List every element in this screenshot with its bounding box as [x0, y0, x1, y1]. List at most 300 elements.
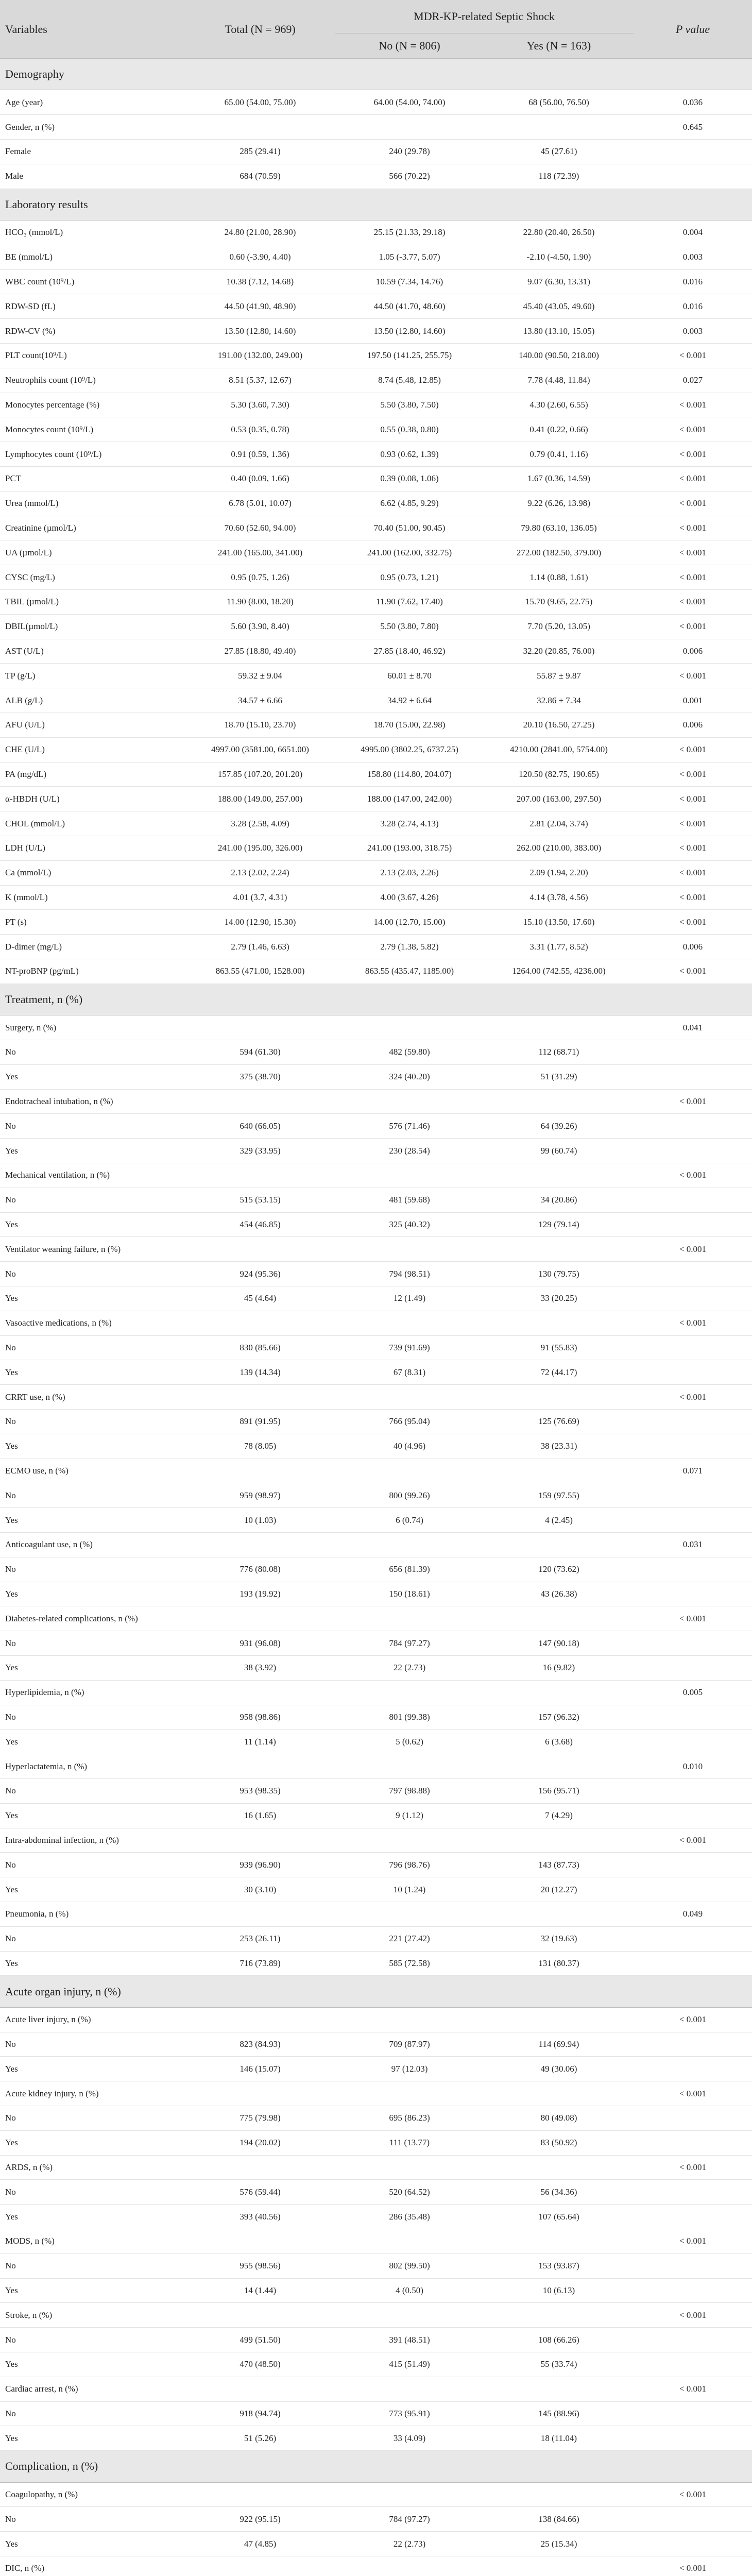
table-row: [0, 2352, 752, 2377]
cell-yes: 22.80 (20.40, 26.50): [484, 221, 634, 245]
cell-total: 18.70 (15.10, 23.70): [185, 713, 335, 738]
table-row: [0, 1926, 752, 1951]
cell-yes: 1264.00 (742.55, 4236.00): [484, 959, 634, 984]
header-yes: Yes (N = 163): [484, 33, 634, 59]
cell-yes: 207.00 (163.00, 297.50): [484, 787, 634, 811]
cell-no: 188.00 (147.00, 242.00): [335, 787, 484, 811]
cell-no: [335, 2155, 484, 2180]
table-row: [0, 1434, 752, 1459]
cell-p-value: [634, 2130, 752, 2155]
cell-total: 59.32 ± 9.04: [185, 664, 335, 688]
cell-no: 1.05 (-3.77, 5.07): [335, 245, 484, 269]
subgroup-row: [0, 2007, 752, 2032]
row-label: No: [0, 1853, 185, 1877]
table-row: [0, 368, 752, 393]
cell-no: 40 (4.96): [335, 1434, 484, 1459]
cell-total: 34.57 ± 6.66: [185, 688, 335, 713]
subgroup-row: [0, 2377, 752, 2401]
table-row: [0, 1655, 752, 1680]
subgroup-row: [0, 1532, 752, 1557]
table-row: [0, 935, 752, 959]
cell-p-value: < 0.001: [634, 811, 752, 836]
cell-yes: 2.81 (2.04, 3.74): [484, 811, 634, 836]
cell-no: [335, 1163, 484, 1188]
cell-yes: [484, 2303, 634, 2328]
cell-yes: 64 (39.26): [484, 1114, 634, 1139]
cell-no: 739 (91.69): [335, 1335, 484, 1360]
cell-p-value: < 0.001: [634, 860, 752, 885]
cell-p-value: [634, 1877, 752, 1902]
table-row: [0, 639, 752, 664]
cell-yes: 4 (2.45): [484, 1508, 634, 1533]
cell-no: [335, 2482, 484, 2507]
cell-p-value: < 0.001: [634, 491, 752, 516]
cell-total: 393 (40.56): [185, 2205, 335, 2229]
table-row: [0, 90, 752, 115]
cell-p-value: < 0.001: [634, 393, 752, 417]
cell-yes: [484, 1828, 634, 1853]
cell-yes: [484, 2081, 634, 2106]
cell-total: 515 (53.15): [185, 1188, 335, 1212]
cell-no: 797 (98.88): [335, 1778, 484, 1803]
header-variables: Variables: [0, 0, 185, 59]
cell-total: 188.00 (149.00, 257.00): [185, 787, 335, 811]
cell-p-value: [634, 1434, 752, 1459]
section-title: Laboratory results: [0, 189, 752, 220]
cell-total: 70.60 (52.60, 94.00): [185, 516, 335, 540]
row-label: α-HBDH (U/L): [0, 787, 185, 811]
cell-p-value: < 0.001: [634, 836, 752, 861]
table-row: [0, 737, 752, 762]
cell-yes: 118 (72.39): [484, 164, 634, 189]
row-label: Hyperlipidemia, n (%): [0, 1680, 185, 1705]
cell-p-value: [634, 2328, 752, 2352]
cell-no: 695 (86.23): [335, 2106, 484, 2130]
cell-p-value: 0.005: [634, 1680, 752, 1705]
cell-total: 5.60 (3.90, 8.40): [185, 614, 335, 639]
cell-yes: 79.80 (63.10, 136.05): [484, 516, 634, 540]
cell-p-value: < 0.001: [634, 344, 752, 368]
subgroup-row: [0, 1828, 752, 1853]
subgroup-row: [0, 1311, 752, 1335]
cell-yes: 262.00 (210.00, 383.00): [484, 836, 634, 861]
cell-yes: 43 (26.38): [484, 1582, 634, 1606]
cell-no: [335, 1459, 484, 1483]
row-label: Yes: [0, 1139, 185, 1163]
cell-total: [185, 2482, 335, 2507]
row-label: No: [0, 2401, 185, 2426]
cell-p-value: [634, 1360, 752, 1385]
cell-total: 11 (1.14): [185, 1730, 335, 1754]
table-row: [0, 762, 752, 787]
cell-p-value: [634, 2180, 752, 2205]
cell-p-value: < 0.001: [634, 1237, 752, 1262]
table-row: [0, 442, 752, 467]
row-label: Urea (mmol/L): [0, 491, 185, 516]
row-label: Yes: [0, 2205, 185, 2229]
row-label: Yes: [0, 2130, 185, 2155]
cell-p-value: < 0.001: [634, 2155, 752, 2180]
cell-total: 684 (70.59): [185, 164, 335, 189]
cell-yes: 9.22 (6.26, 13.98): [484, 491, 634, 516]
cell-no: 800 (99.26): [335, 1483, 484, 1508]
row-label: Yes: [0, 2057, 185, 2081]
cell-yes: 15.10 (13.50, 17.60): [484, 910, 634, 935]
cell-no: 773 (95.91): [335, 2401, 484, 2426]
subgroup-row: [0, 2081, 752, 2106]
cell-p-value: 0.006: [634, 639, 752, 664]
cell-no: [335, 1680, 484, 1705]
row-label: DIC, n (%): [0, 2556, 185, 2576]
row-label: Neutrophils count (10⁹/L): [0, 368, 185, 393]
row-label: No: [0, 1410, 185, 1434]
section-header: [0, 59, 752, 90]
cell-no: 286 (35.48): [335, 2205, 484, 2229]
cell-p-value: [634, 1262, 752, 1286]
row-label: Vasoactive medications, n (%): [0, 1311, 185, 1335]
cell-no: [335, 2007, 484, 2032]
cell-yes: 99 (60.74): [484, 1139, 634, 1163]
cell-p-value: < 0.001: [634, 2007, 752, 2032]
cell-no: [335, 2229, 484, 2253]
cell-yes: 45 (27.61): [484, 140, 634, 164]
row-label: Diabetes-related complications, n (%): [0, 1606, 185, 1631]
row-label: No: [0, 2253, 185, 2278]
row-label: Stroke, n (%): [0, 2303, 185, 2328]
row-label: Gender, n (%): [0, 115, 185, 140]
cell-no: 6 (0.74): [335, 1508, 484, 1533]
row-label: Yes: [0, 2532, 185, 2556]
table-row: [0, 2532, 752, 2556]
subgroup-row: [0, 1902, 752, 1926]
cell-p-value: 0.006: [634, 713, 752, 738]
cell-total: 4997.00 (3581.00, 6651.00): [185, 737, 335, 762]
cell-no: 794 (98.51): [335, 1262, 484, 1286]
cell-total: 5.30 (3.60, 7.30): [185, 393, 335, 417]
table-row: [0, 565, 752, 590]
cell-total: 329 (33.95): [185, 1139, 335, 1163]
row-label: D-dimer (mg/L): [0, 935, 185, 959]
cell-p-value: 0.010: [634, 1754, 752, 1779]
cell-total: [185, 1385, 335, 1410]
cell-no: 802 (99.50): [335, 2253, 484, 2278]
subgroup-row: [0, 1606, 752, 1631]
table-row: [0, 713, 752, 738]
table-row: [0, 417, 752, 442]
cell-yes: [484, 2377, 634, 2401]
row-label: Yes: [0, 1582, 185, 1606]
cell-yes: 10 (6.13): [484, 2278, 634, 2303]
cell-p-value: [634, 1951, 752, 1976]
cell-no: 111 (13.77): [335, 2130, 484, 2155]
cell-p-value: < 0.001: [634, 417, 752, 442]
table-row: [0, 491, 752, 516]
table-row: [0, 1582, 752, 1606]
cell-p-value: < 0.001: [634, 762, 752, 787]
cell-total: [185, 1459, 335, 1483]
cell-yes: [484, 1532, 634, 1557]
row-label: Lymphocytes count (10⁹/L): [0, 442, 185, 467]
cell-total: [185, 1606, 335, 1631]
table-row: [0, 1286, 752, 1311]
table-row: [0, 164, 752, 189]
cell-no: 230 (28.54): [335, 1139, 484, 1163]
cell-total: 45 (4.64): [185, 1286, 335, 1311]
cell-no: 415 (51.49): [335, 2352, 484, 2377]
table-row: [0, 1188, 752, 1212]
section-title: Treatment, n (%): [0, 984, 752, 1015]
table-row: [0, 2106, 752, 2130]
cell-no: 11.90 (7.62, 17.40): [335, 590, 484, 615]
row-label: No: [0, 1631, 185, 1656]
row-label: Yes: [0, 1951, 185, 1976]
cell-yes: 45.40 (43.05, 49.60): [484, 294, 634, 319]
row-label: No: [0, 1557, 185, 1582]
cell-no: 325 (40.32): [335, 1212, 484, 1237]
cell-yes: 1.14 (0.88, 1.61): [484, 565, 634, 590]
cell-yes: 18 (11.04): [484, 2426, 634, 2451]
cell-total: 44.50 (41.90, 48.90): [185, 294, 335, 319]
cell-total: 10.38 (7.12, 14.68): [185, 269, 335, 294]
cell-total: [185, 1680, 335, 1705]
row-label: WBC count (10⁹/L): [0, 269, 185, 294]
cell-p-value: [634, 1212, 752, 1237]
cell-p-value: [634, 2507, 752, 2532]
cell-no: [335, 2556, 484, 2576]
cell-p-value: < 0.001: [634, 2081, 752, 2106]
row-label: Mechanical ventilation, n (%): [0, 1163, 185, 1188]
cell-no: 18.70 (15.00, 22.98): [335, 713, 484, 738]
row-label: ARDS, n (%): [0, 2155, 185, 2180]
cell-p-value: [634, 1188, 752, 1212]
cell-yes: 1.67 (0.36, 14.59): [484, 467, 634, 492]
table-row: [0, 294, 752, 319]
cell-p-value: < 0.001: [634, 2229, 752, 2253]
cell-p-value: < 0.001: [634, 1163, 752, 1188]
cell-yes: [484, 1902, 634, 1926]
row-label: RDW-CV (%): [0, 319, 185, 344]
cell-yes: 107 (65.64): [484, 2205, 634, 2229]
cell-no: 784 (97.27): [335, 1631, 484, 1656]
row-label: AFU (U/L): [0, 713, 185, 738]
cell-yes: 153 (93.87): [484, 2253, 634, 2278]
cell-p-value: [634, 1508, 752, 1533]
table-row: [0, 1508, 752, 1533]
cell-yes: 49 (30.06): [484, 2057, 634, 2081]
row-label: PT (s): [0, 910, 185, 935]
cell-no: [335, 2303, 484, 2328]
cell-total: 285 (29.41): [185, 140, 335, 164]
row-label: No: [0, 1926, 185, 1951]
cell-total: 931 (96.08): [185, 1631, 335, 1656]
cell-p-value: 0.031: [634, 1532, 752, 1557]
cell-total: 65.00 (54.00, 75.00): [185, 90, 335, 115]
cell-p-value: [634, 1778, 752, 1803]
row-label: Yes: [0, 1212, 185, 1237]
row-label: Ventilator weaning failure, n (%): [0, 1237, 185, 1262]
section-header: [0, 189, 752, 220]
subgroup-row: [0, 2482, 752, 2507]
table-row: [0, 811, 752, 836]
row-label: Monocytes percentage (%): [0, 393, 185, 417]
cell-no: [335, 1532, 484, 1557]
cell-yes: 72 (44.17): [484, 1360, 634, 1385]
cell-total: [185, 1828, 335, 1853]
table-row: [0, 1778, 752, 1803]
cell-total: [185, 1015, 335, 1040]
cell-total: [185, 1163, 335, 1188]
cell-yes: [484, 1680, 634, 1705]
cell-yes: 56 (34.36): [484, 2180, 634, 2205]
cell-p-value: [634, 1335, 752, 1360]
subgroup-row: [0, 1385, 752, 1410]
cell-p-value: < 0.001: [634, 910, 752, 935]
subgroup-row: [0, 2229, 752, 2253]
cell-p-value: [634, 2352, 752, 2377]
cell-total: 194 (20.02): [185, 2130, 335, 2155]
cell-no: 520 (64.52): [335, 2180, 484, 2205]
table-row: [0, 2057, 752, 2081]
cell-no: 12 (1.49): [335, 1286, 484, 1311]
cell-yes: 15.70 (9.65, 22.75): [484, 590, 634, 615]
cell-p-value: 0.041: [634, 1015, 752, 1040]
row-label: Monocytes count (10⁹/L): [0, 417, 185, 442]
table-row: [0, 1730, 752, 1754]
section-header: [0, 2451, 752, 2482]
cell-p-value: < 0.001: [634, 565, 752, 590]
cell-no: 0.93 (0.62, 1.39): [335, 442, 484, 467]
header-total: Total (N = 969): [185, 0, 335, 59]
cell-yes: 129 (79.14): [484, 1212, 634, 1237]
cell-p-value: < 0.001: [634, 2482, 752, 2507]
table-row: [0, 614, 752, 639]
cell-p-value: < 0.001: [634, 442, 752, 467]
row-label: Female: [0, 140, 185, 164]
cell-yes: 34 (20.86): [484, 1188, 634, 1212]
row-label: Coagulopathy, n (%): [0, 2482, 185, 2507]
table-row: [0, 2328, 752, 2352]
cell-no: 566 (70.22): [335, 164, 484, 189]
cell-total: 27.85 (18.80, 49.40): [185, 639, 335, 664]
table-row: [0, 1877, 752, 1902]
cell-yes: 112 (68.71): [484, 1040, 634, 1065]
table-header: [0, 0, 752, 59]
subgroup-row: [0, 1163, 752, 1188]
cell-no: [335, 1237, 484, 1262]
cell-p-value: [634, 1410, 752, 1434]
cell-total: 4.01 (3.7, 4.31): [185, 885, 335, 910]
cell-yes: 25 (15.34): [484, 2532, 634, 2556]
table-row: [0, 2507, 752, 2532]
cell-p-value: [634, 1139, 752, 1163]
cell-yes: [484, 1015, 634, 1040]
row-label: BE (mmol/L): [0, 245, 185, 269]
cell-total: 2.13 (2.02, 2.24): [185, 860, 335, 885]
row-label: No: [0, 1335, 185, 1360]
table-row: [0, 688, 752, 713]
cell-total: 157.85 (107.20, 201.20): [185, 762, 335, 787]
cell-yes: 131 (80.37): [484, 1951, 634, 1976]
row-label: AST (U/L): [0, 639, 185, 664]
row-label: Yes: [0, 1360, 185, 1385]
cell-no: 324 (40.20): [335, 1064, 484, 1089]
cell-total: 193 (19.92): [185, 1582, 335, 1606]
row-label: ALB (g/L): [0, 688, 185, 713]
table-row: [0, 787, 752, 811]
row-label: No: [0, 1483, 185, 1508]
cell-yes: 91 (55.83): [484, 1335, 634, 1360]
cell-yes: [484, 1089, 634, 1114]
cell-p-value: [634, 1114, 752, 1139]
row-label: NT-proBNP (pg/mL): [0, 959, 185, 984]
row-label: CYSC (mg/L): [0, 565, 185, 590]
cell-total: [185, 2007, 335, 2032]
cell-total: 11.90 (8.00, 18.20): [185, 590, 335, 615]
cell-total: 924 (95.36): [185, 1262, 335, 1286]
cell-p-value: 0.003: [634, 319, 752, 344]
cell-yes: 4.30 (2.60, 6.55): [484, 393, 634, 417]
cell-total: 775 (79.98): [185, 2106, 335, 2130]
cell-no: 97 (12.03): [335, 2057, 484, 2081]
cell-no: 5.50 (3.80, 7.50): [335, 393, 484, 417]
cell-total: 454 (46.85): [185, 1212, 335, 1237]
cell-yes: 140.00 (90.50, 218.00): [484, 344, 634, 368]
cell-p-value: [634, 2205, 752, 2229]
table-row: [0, 1139, 752, 1163]
cell-no: 5.50 (3.80, 7.80): [335, 614, 484, 639]
cell-no: 4995.00 (3802.25, 6737.25): [335, 737, 484, 762]
cell-yes: 7.78 (4.48, 11.84): [484, 368, 634, 393]
table-row: [0, 269, 752, 294]
cell-yes: 68 (56.00, 76.50): [484, 90, 634, 115]
section-title: Acute organ injury, n (%): [0, 1976, 752, 2007]
cell-yes: [484, 1606, 634, 1631]
cell-total: 958 (98.86): [185, 1705, 335, 1730]
subgroup-row: [0, 2303, 752, 2328]
subgroup-row: [0, 1680, 752, 1705]
row-label: Endotracheal intubation, n (%): [0, 1089, 185, 1114]
cell-no: 44.50 (41.70, 48.60): [335, 294, 484, 319]
table-row: [0, 1557, 752, 1582]
cell-total: 30 (3.10): [185, 1877, 335, 1902]
cell-p-value: [634, 164, 752, 189]
table-row: [0, 245, 752, 269]
cell-yes: [484, 1237, 634, 1262]
cell-no: 482 (59.80): [335, 1040, 484, 1065]
cell-total: 14 (1.44): [185, 2278, 335, 2303]
cell-p-value: [634, 2106, 752, 2130]
cell-yes: [484, 2155, 634, 2180]
cell-total: 0.60 (-3.90, 4.40): [185, 245, 335, 269]
row-label: CRRT use, n (%): [0, 1385, 185, 1410]
cell-total: 146 (15.07): [185, 2057, 335, 2081]
cell-p-value: [634, 2426, 752, 2451]
cell-total: 0.91 (0.59, 1.36): [185, 442, 335, 467]
cell-total: 0.40 (0.09, 1.66): [185, 467, 335, 492]
table-row: [0, 2032, 752, 2057]
table-row: [0, 393, 752, 417]
cell-yes: [484, 1754, 634, 1779]
cell-total: [185, 2229, 335, 2253]
section-header: [0, 1976, 752, 2007]
cell-no: [335, 1754, 484, 1779]
cell-no: 70.40 (51.00, 90.45): [335, 516, 484, 540]
cell-p-value: < 0.001: [634, 787, 752, 811]
cell-total: [185, 2081, 335, 2106]
cell-p-value: [634, 1483, 752, 1508]
cell-no: 60.01 ± 8.70: [335, 664, 484, 688]
cell-p-value: [634, 2032, 752, 2057]
